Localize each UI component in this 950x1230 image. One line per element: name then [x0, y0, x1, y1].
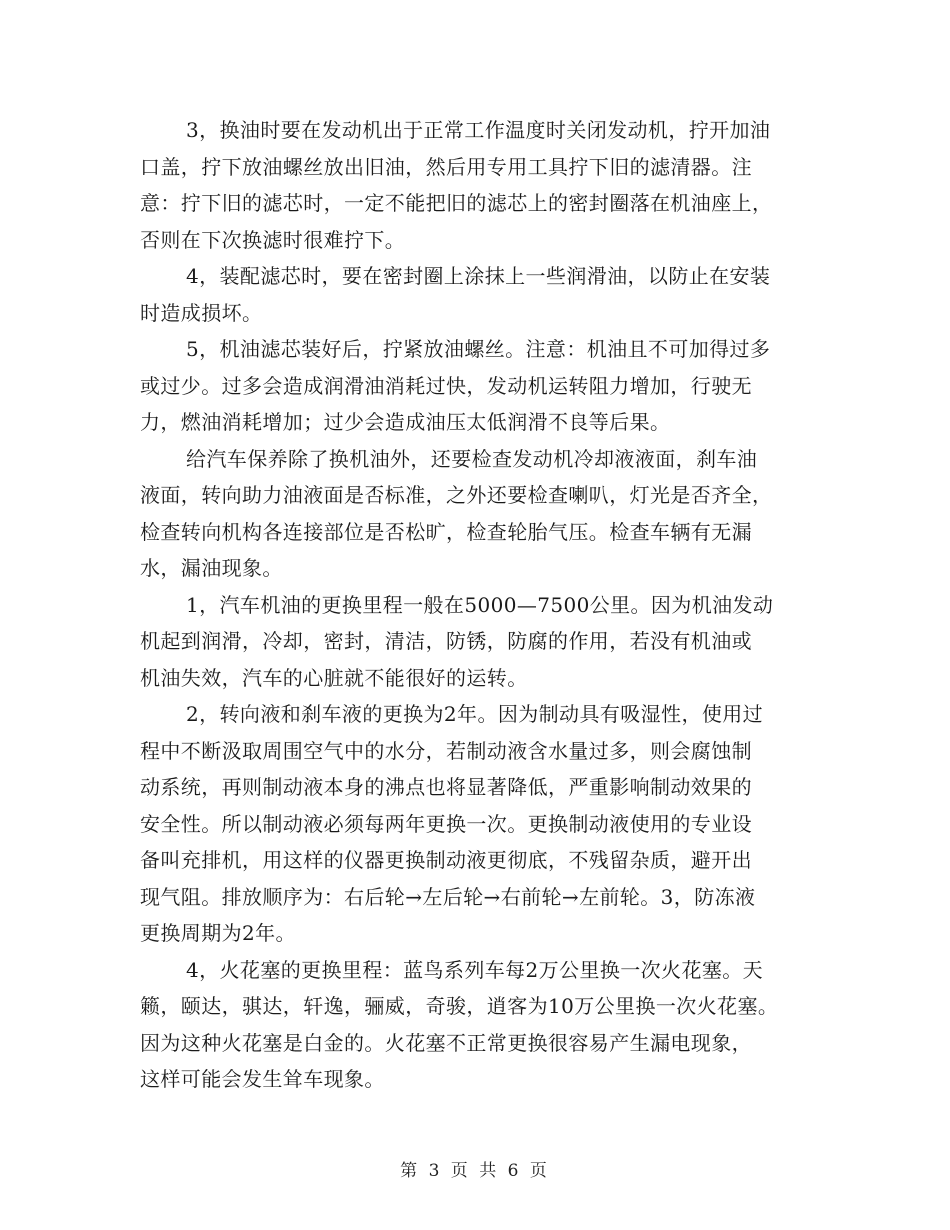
paragraph-filter-step-5 [140, 331, 812, 441]
paragraph-line: 机起到润滑，冷却，密封，清洁，防锈，防腐的作用，若没有机油或 [140, 629, 752, 653]
paragraph-line: 口盖，拧下放油螺丝放出旧油，然后用专用工具拧下旧的滤清器。注 [140, 154, 752, 179]
paragraph-line: 籁，颐达，骐达，轩逸，骊威，奇骏，逍客为10万公里换一次火花塞。 [140, 994, 779, 1018]
paragraph-line: 这样可能会发生耸车现象。 [140, 1067, 385, 1091]
paragraph-line: 力，燃油消耗增加；过少会造成油压太低润滑不良等后果。 [140, 410, 671, 434]
paragraph-line: 2，转向液和刹车液的更换为2年。因为制动具有吸湿性，使用过 [186, 702, 764, 726]
page-number-footer: 第 3 页 共 6 页 [400, 1161, 550, 1181]
paragraph-maintenance-checks [140, 441, 812, 587]
paragraph-line: 否则在下次换滤时很难拧下。 [140, 227, 406, 252]
paragraph-line: 安全性。所以制动液必须每两年更换一次。更换制动液使用的专业设 [140, 811, 752, 836]
paragraph-line: 机油失效，汽车的心脏就不能很好的运转。 [140, 665, 528, 690]
paragraph-line: 因为这种火花塞是白金的。火花塞不正常更换很容易产生漏电现象， [140, 1030, 752, 1055]
paragraph-line: 水，漏油现象。 [140, 556, 283, 580]
paragraph-oil-change-step-3 [140, 112, 812, 258]
paragraph-line: 更换周期为2年。 [140, 921, 296, 945]
paragraph-line: 检查转向机构各连接部位是否松旷，检查轮胎气压。检查车辆有无漏 [140, 519, 752, 544]
paragraph-line: 4，装配滤芯时，要在密封圈上涂抹上一些润滑油，以防止在安装 [186, 264, 771, 288]
paragraph-line: 动系统，再则制动液本身的沸点也将显著降低，严重影响制动效果的 [140, 775, 752, 799]
paragraph-line: 程中不断汲取周围空气中的水分，若制动液含水量过多，则会腐蚀制 [140, 738, 752, 763]
paragraph-line: 4，火花塞的更换里程：蓝鸟系列车每2万公里换一次火花塞。天 [186, 957, 764, 982]
paragraph-line: 时造成损坏。 [140, 300, 263, 325]
paragraph-line: 给汽车保养除了换机油外，还要检查发动机冷却液液面，刹车油 [186, 446, 758, 471]
paragraph-line: 备叫充排机，用这样的仪器更换制动液更彻底，不残留杂质，避开出 [140, 848, 752, 872]
paragraph-line: 1，汽车机油的更换里程一般在5000—7500公里。因为机油发动 [186, 592, 774, 617]
paragraph-line: 5，机油滤芯装好后，拧紧放油螺丝。注意：机油且不可加得过多 [186, 337, 771, 361]
paragraph-line: 或过少。过多会造成润滑油消耗过快，发动机运转阻力增加，行驶无 [140, 373, 752, 398]
paragraph-filter-step-4 [140, 258, 812, 331]
paragraph-line: 3，换油时要在发动机出于正常工作温度时关闭发动机，拧开加油 [186, 118, 771, 142]
paragraph-spark-plug [140, 952, 812, 1098]
paragraph-oil-interval [140, 587, 812, 697]
document-body [140, 112, 812, 1098]
paragraph-brake-fluid [140, 696, 812, 952]
paragraph-line: 液面，转向助力油液面是否标准，之外还要检查喇叭，灯光是否齐全， [140, 483, 773, 507]
paragraph-line: 意：拧下旧的滤芯时，一定不能把旧的滤芯上的密封圈落在机油座上， [140, 191, 773, 215]
paragraph-line: 现气阻。排放顺序为：右后轮→左后轮→右前轮→左前轮。3，防冻液 [140, 884, 756, 909]
